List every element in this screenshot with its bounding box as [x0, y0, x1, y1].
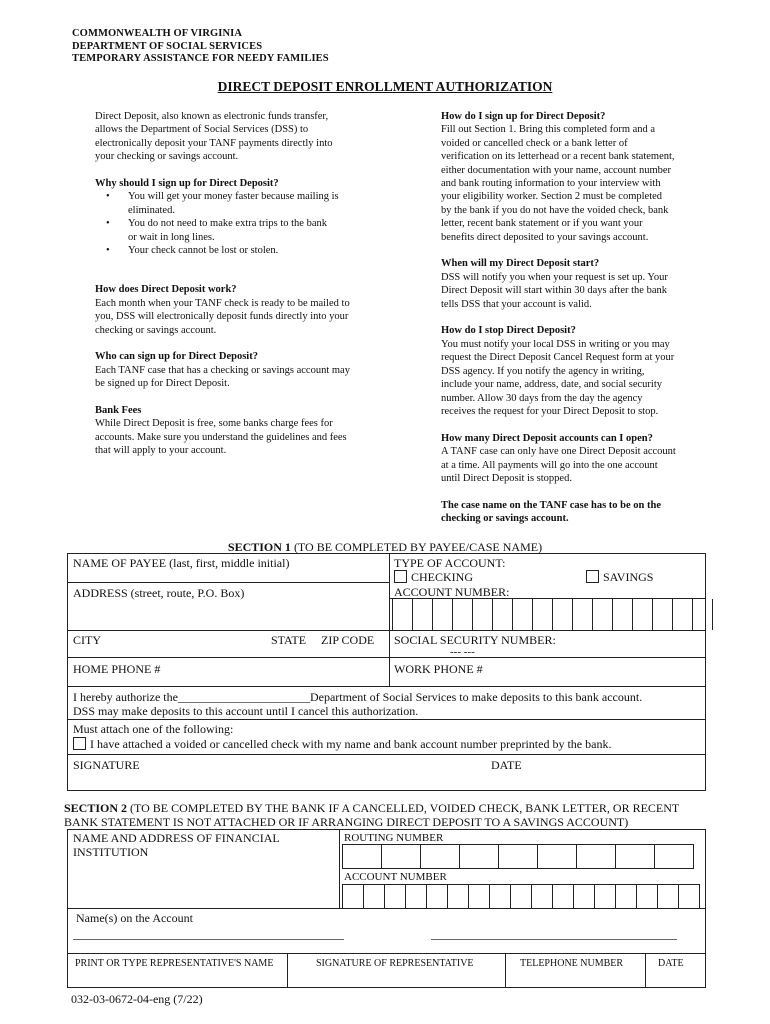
ssn-field[interactable]: --- ---: [450, 646, 475, 658]
intro-text: [95, 110, 395, 164]
attached-check-option[interactable]: [73, 737, 611, 751]
text-line: either documentation with your name, account number: [441, 164, 672, 176]
text-line: DSS will notify you when your request is set up. Your: [441, 271, 668, 283]
text-line: Direct Deposit, also known as electronic funds transfer,: [95, 111, 329, 122]
text-line: your checking or savings account.: [95, 151, 239, 163]
text-line: allows the Department of Social Services (DSS) to: [95, 124, 309, 136]
text-line: number. Allow 30 days from the day the agency: [441, 392, 643, 404]
text-line: A TANF case can only have one Direct Deposit account: [441, 446, 676, 458]
text-line: request the Direct Deposit Cancel Request form at your: [441, 352, 675, 364]
text-line: tells DSS that your account is valid.: [441, 298, 592, 310]
text-line: The case name on the TANF case has to be on the: [441, 499, 662, 511]
signature-field[interactable]: SIGNATURE: [73, 758, 140, 772]
section1-label: SECTION 1: [227, 540, 291, 554]
zip-field[interactable]: ZIP CODE: [321, 633, 375, 647]
text-line: receives the request for your Direct Deposit to stop.: [441, 405, 659, 417]
savings-option[interactable]: [586, 570, 653, 584]
section-heading: How do I stop Direct Deposit?: [441, 325, 576, 337]
header-line-1: COMMONWEALTH OF VIRGINIA: [72, 28, 243, 39]
why-list: [95, 190, 395, 257]
section-heading: How does Direct Deposit work?: [95, 284, 237, 296]
section-heading: When will my Direct Deposit start?: [441, 258, 600, 270]
text-line: by the bank if you do not have the voided check, bank: [441, 204, 669, 216]
who-section: [95, 350, 395, 390]
section-heading: How many Direct Deposit accounts can I open?: [441, 432, 653, 444]
list-item: • You do not need to make extra trips to the bank or wait in long lines.: [95, 217, 395, 244]
list-item: • You will get your money faster because mailing is eliminated.: [95, 190, 395, 217]
institution-name-field[interactable]: [73, 831, 280, 859]
checking-label: CHECKING: [411, 570, 473, 584]
address-field[interactable]: ADDRESS (street, route, P.O. Box): [73, 586, 245, 600]
agency-header: [72, 28, 329, 66]
routing-number-boxes[interactable]: [342, 844, 694, 869]
text-line: DSS agency. If you notify the agency in writing,: [441, 365, 645, 377]
attached-checkbox[interactable]: [73, 737, 86, 750]
form-number: 032-03-0672-04-eng (7/22): [71, 992, 203, 1006]
text-line: at a time. All payments will go into the one account: [441, 459, 658, 471]
section2-desc-2: BANK STATEMENT IS NOT ATTACHED OR IF ARRANGING DIRECT DEPOSIT TO A SAVINGS ACCOUNT): [64, 815, 629, 829]
authorization-line-1: I hereby authorize the______________________Department of Social Services to make deposits to this bank account.: [73, 690, 643, 704]
account-type-label: TYPE OF ACCOUNT:: [394, 556, 506, 570]
attached-label: I have attached a voided or cancelled check with my name and bank account number preprinted by the bank.: [90, 737, 612, 751]
account-number-boxes[interactable]: [392, 599, 713, 630]
text-line: your eligibility worker. Section 2 must be completed: [441, 191, 663, 203]
print-rep-name-field[interactable]: PRINT OR TYPE REPRESENTATIVE'S NAME: [75, 958, 274, 969]
case-note: [441, 499, 711, 526]
institution-label-2: INSTITUTION: [73, 845, 149, 859]
stop-section: [441, 324, 711, 418]
text-line: that will apply to your account.: [95, 445, 227, 457]
text-line: While Direct Deposit is free, some banks charge fees for: [95, 418, 333, 430]
text-line: benefits direct deposited to your savings account.: [441, 231, 649, 243]
text-line: You must notify your local DSS in writing or you may: [441, 338, 670, 350]
text-line: letter, recent bank statement or if you want your: [441, 218, 643, 230]
rep-signature-field[interactable]: SIGNATURE OF REPRESENTATIVE: [316, 958, 474, 969]
section-heading: Bank Fees: [95, 405, 142, 417]
institution-label-1: NAME AND ADDRESS OF FINANCIAL: [73, 831, 280, 845]
start-section: [441, 257, 711, 311]
why-section: [95, 177, 395, 257]
section2-heading: [64, 801, 679, 829]
savings-label: SAVINGS: [603, 570, 654, 584]
section1-form: [67, 553, 706, 791]
form-title: DIRECT DEPOSIT ENROLLMENT AUTHORIZATION: [217, 79, 553, 94]
header-line-2: DEPARTMENT OF SOCIAL SERVICES: [72, 40, 263, 52]
text-line: Each TANF case that has a checking or savings account may: [95, 364, 350, 376]
section2-label: SECTION 2: [64, 801, 128, 815]
date-field[interactable]: DATE: [491, 758, 522, 772]
rep-date-field[interactable]: DATE: [658, 958, 684, 969]
telephone-field[interactable]: TELEPHONE NUMBER: [520, 958, 624, 969]
payee-name-field[interactable]: NAME OF PAYEE (last, first, middle initial): [73, 556, 290, 570]
how-section: [95, 283, 395, 337]
left-column: [95, 110, 395, 471]
text-line: electronically deposit your TANF payments directly into: [95, 137, 333, 149]
text-line: Direct Deposit will start within 30 days after the bank: [441, 285, 667, 297]
text-line: checking or savings account.: [441, 513, 569, 525]
work-phone-field[interactable]: WORK PHONE #: [394, 662, 483, 676]
text-line: be signed up for Direct Deposit.: [95, 378, 230, 390]
section2-desc-1: (TO BE COMPLETED BY THE BANK IF A CANCELLED, VOIDED CHECK, BANK LETTER, OR RECENT: [127, 801, 680, 815]
many-section: [441, 432, 711, 486]
text-line: verification on its letterhead or a recent bank statement,: [441, 151, 675, 163]
savings-checkbox[interactable]: [586, 570, 599, 583]
bank-account-number-label: ACCOUNT NUMBER: [344, 871, 447, 883]
header-line-3: TEMPORARY ASSISTANCE FOR NEEDY FAMILIES: [72, 53, 329, 64]
state-field[interactable]: STATE: [271, 633, 307, 647]
text-line: checking or savings account.: [95, 324, 217, 336]
must-attach-label: Must attach one of the following:: [73, 722, 234, 736]
right-column: [441, 110, 711, 539]
text-line: Fill out Section 1. Bring this completed form and a: [441, 124, 656, 136]
text-line: accounts. Make sure you understand the guidelines and fees: [95, 431, 347, 443]
authorization-line-2: DSS may make deposits to this account until I cancel this authorization.: [73, 704, 419, 718]
names-on-account-field[interactable]: Name(s) on the Account: [76, 911, 193, 925]
text-line: until Direct Deposit is stopped.: [441, 472, 572, 484]
checking-checkbox[interactable]: [394, 570, 407, 583]
section1-desc: (TO BE COMPLETED BY PAYEE/CASE NAME): [290, 540, 543, 554]
text-line: include your name, address, date, and social security: [441, 379, 663, 391]
section-heading: How do I sign up for Direct Deposit?: [441, 111, 606, 122]
routing-number-label: ROUTING NUMBER: [344, 832, 444, 844]
account-number-label: ACCOUNT NUMBER:: [394, 585, 510, 599]
section2-form: [67, 829, 706, 988]
home-phone-field[interactable]: HOME PHONE #: [73, 662, 161, 676]
fees-section: [95, 404, 395, 458]
list-item: • Your check cannot be lost or stolen.: [95, 244, 395, 257]
text-line: Each month when your TANF check is ready to be mailed to: [95, 297, 350, 309]
text-line: and bank routing information to your interview with: [441, 178, 661, 190]
checking-option[interactable]: [394, 570, 473, 584]
ssn-label: SOCIAL SECURITY NUMBER:: [394, 633, 556, 647]
section-heading: Who can sign up for Direct Deposit?: [95, 351, 258, 363]
city-field[interactable]: CITY: [73, 633, 101, 647]
section-heading: Why should I sign up for Direct Deposit?: [95, 178, 279, 190]
signup-section: [441, 110, 711, 244]
bank-account-number-boxes[interactable]: [342, 884, 700, 909]
text-line: voided or cancelled check or a bank letter of: [441, 137, 628, 149]
text-line: you, DSS will electronically deposit funds directly into your: [95, 311, 349, 323]
